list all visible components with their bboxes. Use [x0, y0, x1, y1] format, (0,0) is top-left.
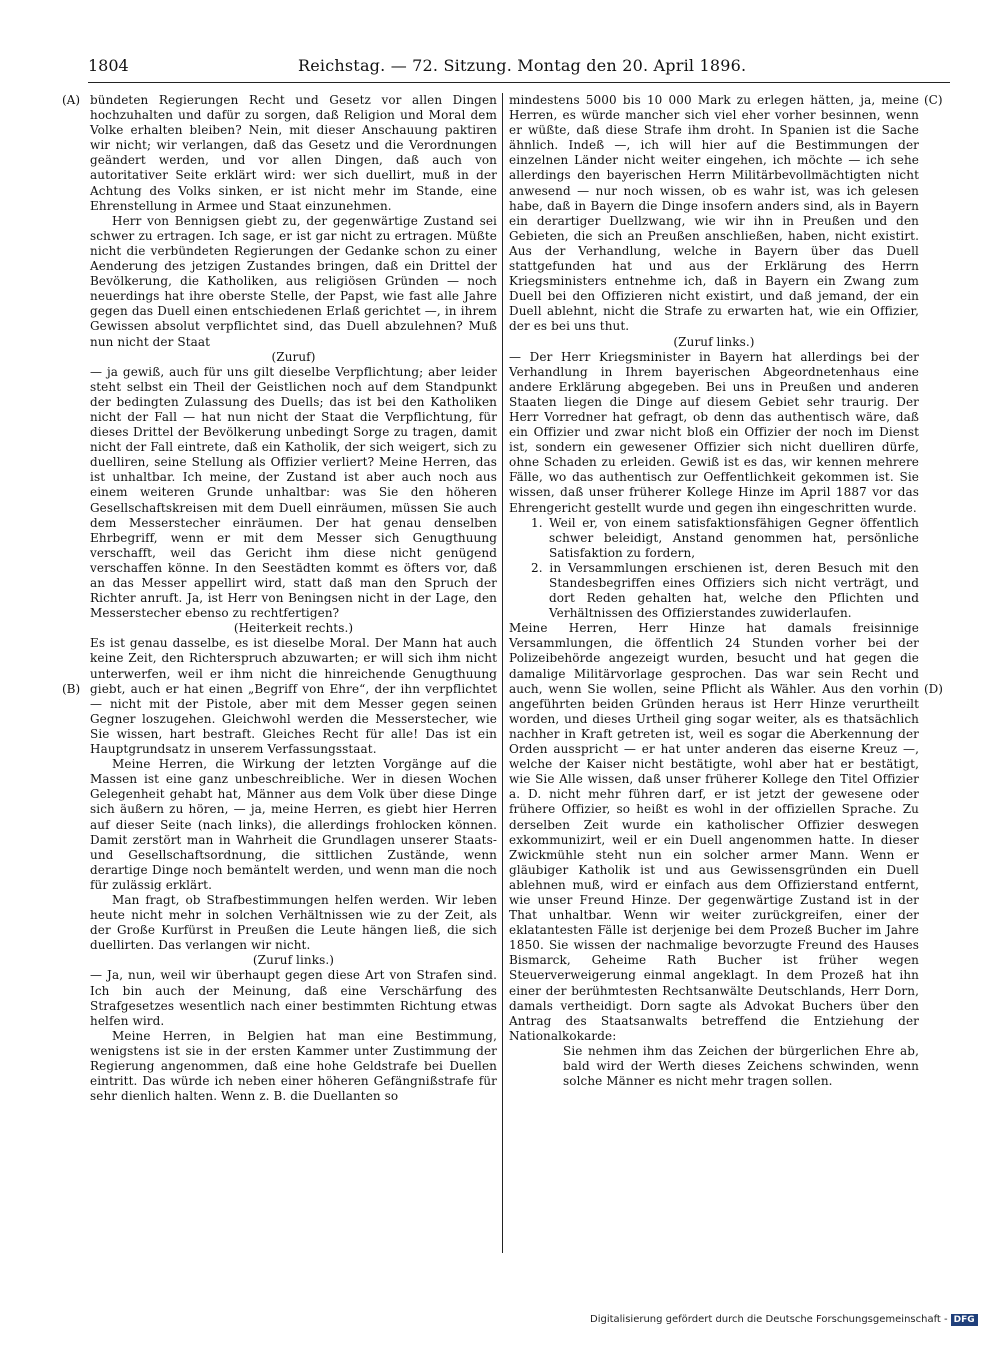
- header-rule: [88, 82, 950, 83]
- margin-mark-d: (D): [924, 682, 943, 696]
- margin-mark-a: (A): [62, 93, 81, 107]
- interjection: (Heiterkeit rechts.): [233, 621, 354, 636]
- list-item: 2. in Versammlungen erschienen ist, deren Besuch mit den Standesbegriffen eines Offiziers sich nicht verträgt, und dort Reden gehalten hat, welche den Pflichten und Verhältnissen des Offizierstandes zuwiderlaufen.: [531, 560, 919, 621]
- column-divider: [502, 93, 503, 1253]
- paragraph: mindestens 5000 bis 10 000 Mark zu erlegen hätten, ja, meine Herren, es würde mancher sich viel eher vorher besinnen, wenn er wüßte, daß diese Strafe ihm droht. In Spanien ist die Sache ähnlich. Indeß —, ich will hier auf die Bestimmungen der einzelnen Länder nicht weiter eingehen, ich möchte — ich sehe allerdings den bayerischen Herrn Militärbevollmächtigten nicht anwesend — nur noch wissen, ob es wahr ist, was ich gelesen habe, daß in Bayern die Dinge insofern anders sind, als in Bayern ein derartiger Duellzwang, wie wir ihn in Preußen und den Gebieten, die sich an Preußen anschließen, haben, nicht existirt. Aus der Verhandlung, welche in Bayern über das Duell stattgefunden hat und aus der Erklärung des Herrn Kriegsministers entnehme ich, daß in Bayern ein Zwang zum Duell bei den Offizieren nicht existirt, und daß jemand, der ein Duell ablehnt, nicht die Strafe zu erwarten hat, wie ein Offizier, der es bei uns thut.: [509, 93, 919, 334]
- paragraph: — Ja, nun, weil wir überhaupt gegen diese Art von Strafen sind. Ich bin auch der Meinung, daß eine Verschärfung des Strafgesetzes wesentlich nach einer bestimmten Richtung etwas helfen wird.: [90, 968, 497, 1028]
- paragraph: Meine Herren, Herr Hinze hat damals freisinnige Versammlungen, die öffentlich 24 Stunden vorher bei der Polizeibehörde angezeigt wurden, besucht und hat gegen die damalige Militärvorlage gesprochen. Das war sein Recht und auch, wenn Sie wollen, seine Pflicht als Wähler. Aus den vorhin angeführten beiden Gründen heraus ist Herr Hinze verurtheilt worden, und dieses Urtheil ging sogar weiter, als es thatsächlich nachher in Kraft getreten ist, weil es sogar die Aberkennung der Orden ausspricht — er hat unter anderen das eiserne Kreuz —, welche der Kaiser nicht bestätigte, wohl aber hat er bestätigt, wie Sie Alle wissen, daß unser früherer Kollege den Titel Offizier a. D. nicht mehr führen darf, er ist jetzt der gewesene oder frühere Offizier, so heißt es wohl in der offiziellen Sprache. Zu derselben Zeit wurde ein katholischer Offizier deswegen exkommunizirt, weil er ein Duell angenommen hatte. In dieser Zwickmühle steht nun ein solcher armer Mann. Wenn er gläubiger Katholik ist und aus Gewissensgründen ein Duell ablehnen muß, wird er einfach aus dem Offizierstand entfernt, wie unser Freund Hinze. Der gegenwärtige Zustand ist in der That unhaltbar. Wenn wir weiter zurückgreifen, einer der eklatantesten Fälle ist derjenige bei dem Prozeß Bucher im Jahre 1850. Sie wissen der nachmalige bevorzugte Freund des Hauses Bismarck, Geheime Rath Bucher ist früher wegen Steuerverweigerung einmal angeklagt. In dem Prozeß hat ihn einer der berühmtesten Rechtsanwälte Deutschlands, Herr Dorn, damals vertheidigt. Dorn sagte als Advokat Buchers über den Antrag des Staatsanwalts betreffend die Entziehung der Nationalkokarde:: [509, 621, 919, 1043]
- paragraph: Es ist genau dasselbe, es ist dieselbe Moral. Der Mann hat auch keine Zeit, den Richterspruch abzuwarten; er will sich ihm nicht unterwerfen, weil er ihm nicht die hinreichende Genugthuung giebt, auch er hat einen „Begriff von Ehre“, der ihn verpflichtet — nicht mit der Pistole, aber mit dem Messer gegen seinen Gegner loszugehen. Gleichwohl werden die Messerstecher, wie Sie wissen, hart bestraft. Gleiches Recht für alle! Das ist ein Hauptgrundsatz in unserem Verfassungsstaat.: [90, 636, 497, 757]
- margin-mark-b: (B): [62, 682, 81, 696]
- dfg-logo: DFG: [951, 1314, 978, 1326]
- paragraph: Herr von Bennigsen giebt zu, der gegenwärtige Zustand sei schwer zu ertragen. Ich sage, er ist gar nicht zu ertragen. Müßte nicht die verbündeten Regierungen der Gedanke schon zu einer Aenderung des jetzigen Zustandes bringen, daß ein Drittel der Bevölkerung, die Katholiken, aus religiösen Gründen — noch neuerdings hat ihre oberste Stelle, der Papst, wie fast alle Jahre gegen das Duell einen entschiedenen Erlaß gerichtet —, in ihrem Gewissen absolut verpflichtet sind, das Duell abzulehnen? Muß nun nicht der Staat: [90, 213, 497, 349]
- interjection: (Zuruf links.): [252, 953, 335, 968]
- interjection: (Zuruf): [271, 349, 316, 364]
- footer-text: Digitalisierung gefördert durch die Deutsche Forschungsgemeinschaft -: [590, 1314, 948, 1325]
- paragraph: Meine Herren, in Belgien hat man eine Bestimmung, wenigstens ist sie in der ersten Kammer unter Zustimmung der Regierung angenommen, daß eine hohe Geldstrafe bei Duellen eintritt. Das würde ich neben einer höheren Gefängnißstrafe für sehr dienlich halten. Wenn z. B. die Duellanten so: [90, 1028, 497, 1104]
- right-column: [509, 93, 919, 1089]
- paragraph: Meine Herren, die Wirkung der letzten Vorgänge auf die Massen ist eine ganz unbeschreibliche. Wer in diesen Wochen Gelegenheit gehabt hat, Männer aus dem Volk über diese Dinge sich äußern zu hören, — ja, meine Herren, es giebt hier Herren auf dieser Seite (nach links), die allerdings frohlocken können. Damit zerstört man in Wahrheit die Grundlagen unserer Staats- und Gesellschaftsordnung, die sittlichen Zustände, wenn derartige Dinge noch bemäntelt werden, und wenn man die noch für zulässig erklärt.: [90, 757, 497, 892]
- running-title: Reichstag. — 72. Sitzung. Montag den 20. April 1896.: [298, 56, 747, 75]
- left-column: [90, 93, 497, 1104]
- paragraph: — Der Herr Kriegsminister in Bayern hat allerdings bei der Verhandlung in Ihrem bayerischen Abgeordnetenhaus eine andere Erklärung abgegeben. Bei uns in Preußen und anderen Staaten liegen die Dinge auf diesem Gebiet sehr traurig. Der Herr Vorredner hat gefragt, ob denn das authentisch wäre, daß ein Offizier und zwar nicht bloß ein Offizier der noch im Dienst ist, sondern ein gewesener Offizier sich nicht duelliren dürfe, ohne Schaden zu erleiden. Gewiß ist es das, wir kennen mehrere Fälle, wo das authentisch zur Oeffentlichkeit gekommen ist. Sie wissen, daß unser früherer Kollege Hinze im April 1887 vor das Ehrengericht gestellt wurde und gegen ihn eingeschritten wurde.: [509, 349, 919, 515]
- paragraph: — ja gewiß, auch für uns gilt dieselbe Verpflichtung; aber leider steht selbst ein Theil der Geistlichen noch auf dem Standpunkt der bedingten Zulassung des Duells; das ist bei den Katholiken nicht der Fall — hat nun nicht der Staat die Verpflichtung, für dieses Drittel der Bevölkerung unbedingt Sorge zu tragen, damit nicht der Fall eintrete, daß ein Katholik, der sich weigert, sich zu duelliren, seine Stellung als Offizier verliert? Meine Herren, das ist unhaltbar. Ich meine, der Zustand ist aber auch noch aus einem weiteren Grunde unhaltbar: was Sie den höheren Gesellschaftskreisen mit dem Duell einräumen, müssen Sie auch dem Messerstecher einräumen. Der hat genau denselben Ehrbegriff, wenn er mit dem Messer sich Genugthuung verschafft, weil das Gericht ihm diese nicht genügend verschaffen könne. In den Seestädten kommt es öfters vor, daß an das Messer appellirt wird, statt daß man den Spruch der Richter anruft. Ja, ist Herr von Beningsen nicht in der Lage, den Messerstecher ebenso zu rechtfertigen?: [90, 364, 497, 621]
- quotation: Sie nehmen ihm das Zeichen der bürgerlichen Ehre ab, bald wird der Werth dieses Zeichens schwinden, wenn solche Männer es nicht mehr tragen sollen.: [563, 1043, 919, 1089]
- page-header: [88, 56, 950, 78]
- paragraph: Man fragt, ob Strafbestimmungen helfen werden. Wir leben heute nicht mehr in solchen Verhältnissen wie zu der Zeit, als der Große Kurfürst in Preußen die Leute hängen ließ, die sich duellirten. Das verlangen wir nicht.: [90, 892, 497, 953]
- list-item: 1. Weil er, von einem satisfaktionsfähigen Gegner öffentlich schwer beleidigt, Anstand genommen hat, persönliche Satisfaktion zu fordern,: [531, 515, 919, 560]
- page-number: 1804: [88, 56, 129, 75]
- paragraph: bündeten Regierungen Recht und Gesetz vor allen Dingen hochzuhalten und dafür zu sorgen, daß Religion und Moral dem Volke erhalten bleiben? Nein, mit dieser Anschauung paktiren wir nicht; wir verlangen, daß das Gesetz und die Verordnungen geändert werden, und vor allen Dingen, daß auch von autoritativer Seite erklärt wird: wer sich duellirt, muß in der Achtung des Volks sinken, er ist nicht mehr im Stande, eine Ehrenstellung in Armee und Staat einzunehmen.: [90, 93, 497, 213]
- margin-mark-c: (C): [924, 93, 943, 107]
- footer-credit: [590, 1314, 978, 1326]
- interjection: (Zuruf links.): [673, 334, 755, 349]
